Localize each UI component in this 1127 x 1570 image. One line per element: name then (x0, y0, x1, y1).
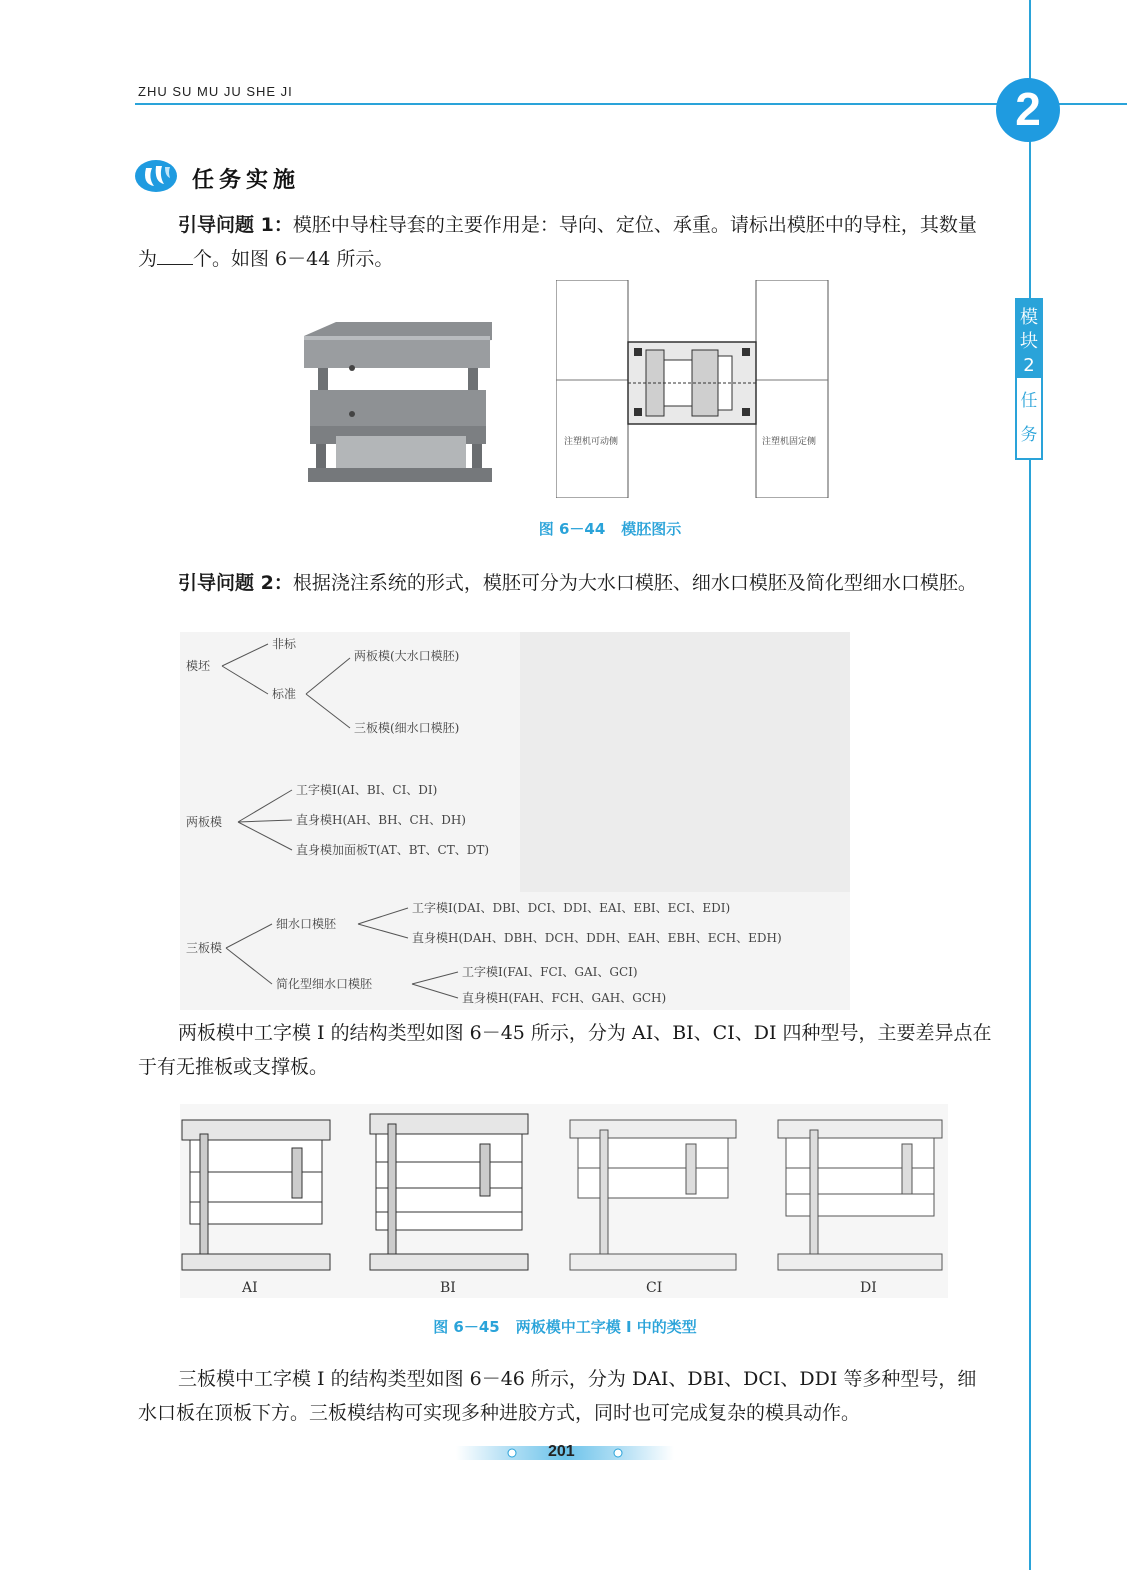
tree-leaf: 直身模H(DAH、DBH、DCH、DDH、EAH、EBH、ECH、EDH) (412, 931, 782, 945)
tree-leaf: 工字模I(DAI、DBI、DCI、DDI、EAI、EBI、ECI、EDI) (412, 901, 731, 915)
drawing-label-di: DI (860, 1280, 877, 1296)
tree-node-three-plate: 三板模(细水口模胚) (354, 721, 460, 735)
section-title: 任务实施 (192, 168, 301, 193)
tree-node-fine-gate: 细水口模胚 (276, 917, 337, 931)
paragraph-two-plate-types: 两板模中工字模 I 的结构类型如图 6－45 所示，分为 AI、BI、CI、DI 四种型号，主要差异点在于有无推板或支撑板。 (138, 1022, 992, 1078)
answer-blank (157, 248, 193, 265)
question-text: 模胚中导柱导套的主要作用是：导向、定位、承重。请标出模胚中的导柱，其数量为 (138, 214, 977, 270)
caption-text: 两板模中工字模 I 中的类型 (515, 1318, 697, 1336)
question-text: 根据浇注系统的形式，模胚可分为大水口模胚、细水口模胚及简化型细水口模胚。 (292, 572, 977, 594)
question-label: 引导问题 2： (178, 572, 293, 594)
tree-leaf: 直身模H(FAH、FCH、GAH、GCH) (462, 991, 667, 1005)
running-head: ZHU SU MU JU SHE JI (138, 84, 293, 99)
caption-number: 图 6－45 (433, 1318, 500, 1336)
module-tab-char: 块 (1020, 331, 1038, 352)
chapter-number-badge: 2 (996, 78, 1060, 142)
module-tab-char: 模 (1020, 307, 1038, 328)
caption-number: 图 6－44 (538, 520, 606, 538)
drawing-label-ci: CI (646, 1280, 663, 1296)
module-side-tab (1015, 298, 1043, 460)
guide-question-1 (138, 208, 994, 276)
section-logo-icon (134, 158, 178, 194)
header-rule (135, 103, 1127, 105)
tree-leaf: 工字模I(FAI、FCI、GAI、GCI) (462, 965, 638, 979)
drawing-label-ai: AI (242, 1280, 258, 1296)
tree-node-two-plate: 两板模(大水口模胚) (354, 649, 460, 663)
question-label: 引导问题 1： (178, 214, 293, 236)
paragraph-three-plate-types: 三板模中工字模 I 的结构类型如图 6－46 所示，分为 DAI、DBI、DCI、DDI 等多种型号，细水口板在顶板下方。三板模结构可实现多种进胶方式，同时也可完成复杂的模具动作。 (138, 1368, 977, 1424)
guide-question-2 (138, 566, 994, 600)
tree-root-three-plate: 三板模 (186, 941, 223, 955)
tree-leaf: 直身模加面板T(AT、BT、CT、DT) (296, 843, 490, 857)
task-tab-label (1017, 378, 1041, 452)
movable-side-label: 注塑机可动侧 (564, 437, 619, 447)
fixed-side-label: 注塑机固定侧 (762, 437, 817, 447)
task-tab-char: 务 (1020, 425, 1038, 445)
tree-root-two-plate: 两板模 (186, 815, 223, 829)
question-text-tail: 个。如图 6－44 所示。 (193, 248, 394, 270)
tree-node-simplified-fine-gate: 简化型细水口模胚 (276, 977, 373, 991)
caption-text: 模胚图示 (621, 520, 682, 538)
mold-base-photo (296, 318, 500, 490)
tree-leaf: 工字模I(AI、BI、CI、DI) (296, 783, 438, 797)
tree-node-nonstandard: 非标 (272, 637, 297, 651)
figure-6-45-caption (300, 1316, 830, 1337)
mold-base-classification-tree (180, 632, 850, 1010)
figure-6-44-caption (300, 518, 920, 539)
task-tab-char: 任 (1020, 391, 1038, 411)
drawing-label-bi: BI (440, 1280, 456, 1296)
two-plate-i-type-drawings (180, 1104, 948, 1298)
mold-installation-diagram (556, 280, 832, 498)
tree-node-standard: 标准 (272, 687, 297, 701)
tree-leaf: 直身模H(AH、BH、CH、DH) (296, 813, 466, 827)
margin-rule (1029, 0, 1031, 1570)
module-tab-label (1017, 300, 1041, 378)
page-number: 201 (548, 1443, 575, 1460)
tree-root-mopi: 模坯 (186, 659, 211, 673)
module-tab-char: 2 (1023, 355, 1035, 376)
